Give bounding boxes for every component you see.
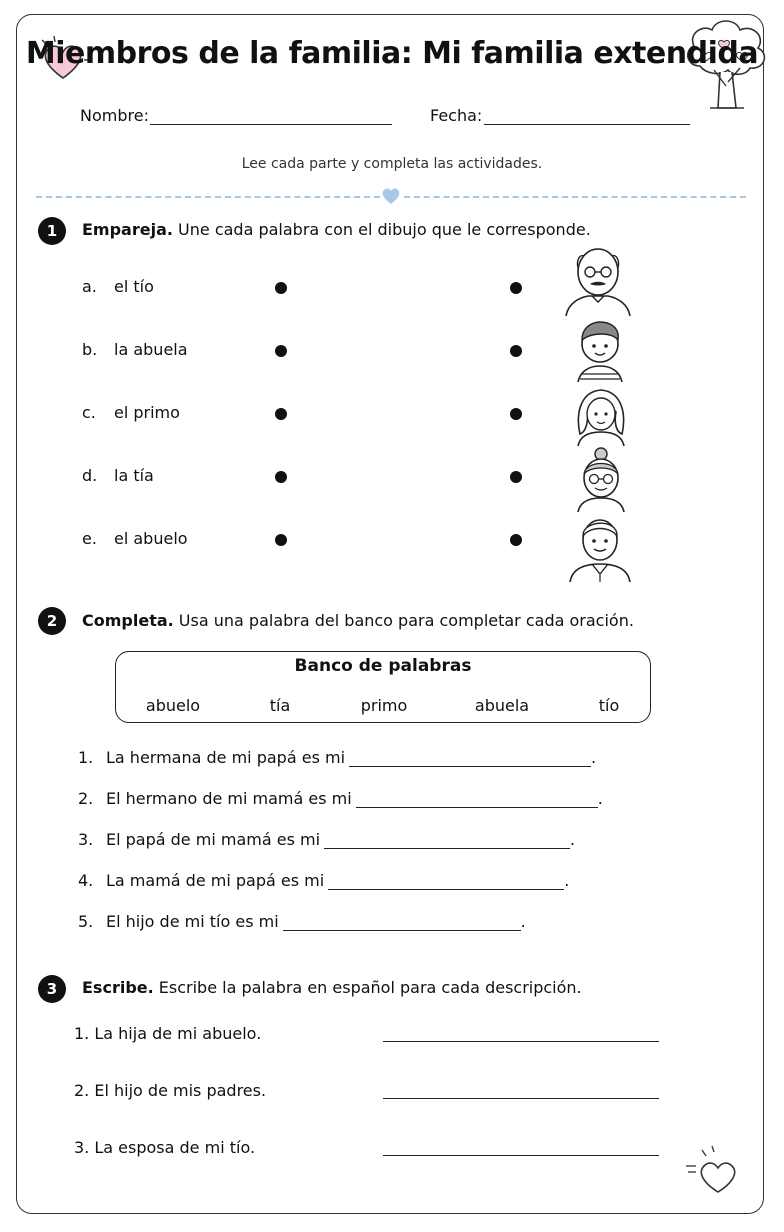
- bank-word: primo: [360, 696, 408, 715]
- section-heading: [82, 978, 582, 997]
- section-number: 2: [38, 607, 66, 635]
- man-collared-shirt-icon: [566, 512, 634, 582]
- answer-blank[interactable]: [324, 834, 570, 849]
- page-title: Miembros de la familia: Mi familia extendida: [25, 36, 759, 71]
- item-text: La hija de mi abuelo.: [94, 1024, 262, 1043]
- left-dot[interactable]: [275, 345, 287, 357]
- heart-icon: [381, 187, 401, 205]
- right-dot[interactable]: [510, 345, 522, 357]
- sentence-end: .: [520, 912, 526, 931]
- right-dot[interactable]: [510, 471, 522, 483]
- divider-left: [36, 196, 380, 198]
- section-heading: [82, 220, 591, 239]
- sentence-end: .: [597, 789, 603, 808]
- divider-right: [404, 196, 746, 198]
- answer-blank[interactable]: [349, 752, 591, 767]
- sentence-end: .: [570, 830, 576, 849]
- bald-man-glasses-mustache-icon: [562, 244, 634, 316]
- sentence-number: 5.: [78, 912, 94, 931]
- item-word: la abuela: [114, 340, 188, 359]
- bank-word: tía: [269, 696, 291, 715]
- left-dot[interactable]: [275, 408, 287, 420]
- item-letter: e.: [82, 529, 97, 548]
- bank-word: tío: [598, 696, 620, 715]
- sentence-end: .: [564, 871, 570, 890]
- word-bank: [115, 651, 651, 723]
- item-number: 2.: [74, 1081, 90, 1100]
- match-row: [0, 462, 784, 492]
- item-number: 3.: [74, 1138, 90, 1157]
- item-letter: a.: [82, 277, 97, 296]
- section-number: 1: [38, 217, 66, 245]
- heart-icon: [684, 1142, 744, 1198]
- heading-bold: Completa.: [82, 611, 174, 630]
- match-row: [0, 336, 784, 366]
- left-dot[interactable]: [275, 471, 287, 483]
- item-word: el abuelo: [114, 529, 188, 548]
- sentence-number: 1.: [78, 748, 94, 767]
- sentence: [78, 830, 575, 849]
- name-label: Nombre:: [80, 106, 149, 125]
- item-word: el primo: [114, 403, 180, 422]
- sentence-text: La hermana de mi papá es mi: [106, 748, 346, 767]
- answer-blank[interactable]: [283, 916, 521, 931]
- heading-rest: Usa una palabra del banco para completar cada oración.: [173, 611, 634, 630]
- heading-rest: Escribe la palabra en español para cada descripción.: [153, 978, 582, 997]
- sentence-text: El hijo de mi tío es mi: [106, 912, 279, 931]
- item-word: el tío: [114, 277, 154, 296]
- answer-blank[interactable]: [328, 875, 564, 890]
- sentence-end: .: [591, 748, 597, 767]
- heading-bold: Escribe.: [82, 978, 154, 997]
- section-number: 3: [38, 975, 66, 1003]
- right-dot[interactable]: [510, 534, 522, 546]
- woman-long-hair-icon: [572, 382, 630, 446]
- answer-line[interactable]: [383, 1155, 659, 1156]
- bank-word: abuelo: [145, 696, 201, 715]
- left-dot[interactable]: [275, 534, 287, 546]
- item-word: la tía: [114, 466, 154, 485]
- grandmother-glasses-bun-icon: [572, 446, 630, 512]
- description-item: [74, 1081, 266, 1100]
- answer-line[interactable]: [383, 1098, 659, 1099]
- bank-word: abuela: [474, 696, 530, 715]
- left-dot[interactable]: [275, 282, 287, 294]
- match-row: [0, 273, 784, 303]
- sentence-number: 2.: [78, 789, 94, 808]
- sentence: [78, 789, 603, 808]
- item-letter: d.: [82, 466, 98, 485]
- instructions: Lee cada parte y completa las actividades.: [241, 156, 543, 172]
- right-dot[interactable]: [510, 282, 522, 294]
- answer-line[interactable]: [383, 1041, 659, 1042]
- answer-blank[interactable]: [356, 793, 598, 808]
- match-row: [0, 525, 784, 555]
- sentence-text: El papá de mi mamá es mi: [106, 830, 321, 849]
- item-text: La esposa de mi tío.: [94, 1138, 256, 1157]
- match-row: [0, 399, 784, 429]
- description-item: [74, 1138, 255, 1157]
- sentence-number: 4.: [78, 871, 94, 890]
- sentence: [78, 748, 596, 767]
- sentence-number: 3.: [78, 830, 94, 849]
- sentence-text: El hermano de mi mamá es mi: [106, 789, 352, 808]
- section-heading: [82, 611, 634, 630]
- description-item: [74, 1024, 261, 1043]
- boy-striped-shirt-icon: [572, 316, 628, 382]
- heading-bold: Empareja.: [82, 220, 173, 239]
- heading-rest: Une cada palabra con el dibujo que le corresponde.: [172, 220, 591, 239]
- sentence: [78, 871, 569, 890]
- sentence: [78, 912, 526, 931]
- item-number: 1.: [74, 1024, 90, 1043]
- item-text: El hijo de mis padres.: [94, 1081, 267, 1100]
- sentence-text: La mamá de mi papá es mi: [106, 871, 325, 890]
- right-dot[interactable]: [510, 408, 522, 420]
- item-letter: c.: [82, 403, 96, 422]
- item-letter: b.: [82, 340, 98, 359]
- word-bank-title: Banco de palabras: [294, 656, 472, 676]
- date-field[interactable]: [484, 124, 690, 125]
- name-field[interactable]: [150, 124, 392, 125]
- date-label: Fecha:: [430, 106, 483, 125]
